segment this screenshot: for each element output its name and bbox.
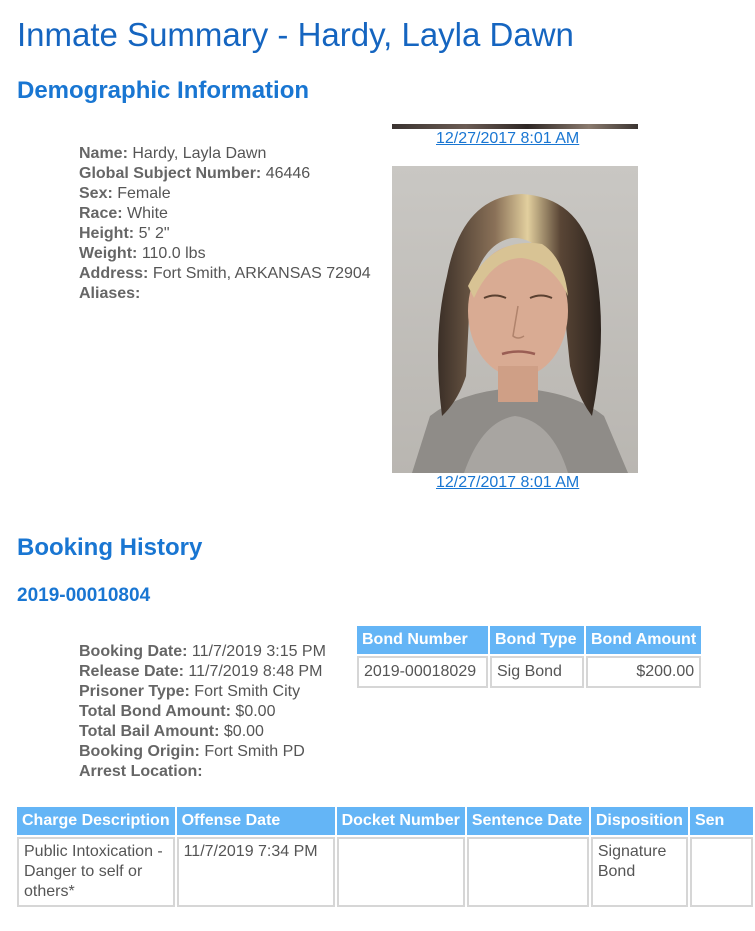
total-bail-amount-row bbox=[79, 722, 326, 742]
column-header: Sen bbox=[690, 807, 753, 835]
field-value: 5' 2" bbox=[138, 225, 170, 242]
charge-description-cell: Public Intoxication - Danger to self or others* bbox=[17, 837, 175, 907]
field-value: 110.0 lbs bbox=[141, 245, 206, 262]
demographic-info bbox=[79, 144, 371, 304]
booking-info bbox=[79, 642, 326, 782]
offense-date-cell: 11/7/2019 7:34 PM bbox=[177, 837, 335, 907]
address-row bbox=[79, 264, 371, 284]
release-date-row bbox=[79, 662, 326, 682]
field-label: Arrest Location: bbox=[79, 763, 203, 780]
field-value: $0.00 bbox=[223, 723, 264, 740]
booking-date-row bbox=[79, 642, 326, 662]
field-value: Female bbox=[117, 185, 171, 202]
aliases-row bbox=[79, 284, 371, 304]
page-title: Inmate Summary - Hardy, Layla Dawn bbox=[17, 16, 574, 53]
weight-row bbox=[79, 244, 371, 264]
field-value: Fort Smith PD bbox=[204, 743, 305, 760]
field-label: Total Bond Amount: bbox=[79, 703, 231, 720]
field-value: $0.00 bbox=[235, 703, 276, 720]
charge-table-header-row bbox=[17, 807, 753, 835]
field-label: Aliases: bbox=[79, 285, 141, 302]
field-label: Global Subject Number: bbox=[79, 165, 262, 182]
sentence-cell bbox=[690, 837, 753, 907]
bond-amount-cell: $200.00 bbox=[586, 656, 701, 688]
field-label: Release Date: bbox=[79, 663, 184, 680]
demographic-heading: Demographic Information bbox=[17, 77, 310, 104]
prisoner-type-row bbox=[79, 682, 326, 702]
height-row bbox=[79, 224, 371, 244]
column-header: Sentence Date bbox=[467, 807, 589, 835]
column-header: Disposition bbox=[591, 807, 688, 835]
column-header: Bond Amount bbox=[586, 626, 701, 654]
bond-type-cell: Sig Bond bbox=[490, 656, 584, 688]
photo-date-link[interactable]: 12/27/2017 8:01 AM bbox=[436, 474, 580, 491]
field-label: Booking Date: bbox=[79, 643, 188, 660]
mugshot-photo[interactable] bbox=[392, 166, 638, 473]
race-row bbox=[79, 204, 371, 224]
field-value: Fort Smith City bbox=[194, 683, 301, 700]
photo-date-link[interactable]: 12/27/2017 8:01 AM bbox=[436, 130, 580, 147]
table-row bbox=[17, 837, 753, 907]
disposition-cell: Signature Bond bbox=[591, 837, 688, 907]
field-label: Race: bbox=[79, 205, 123, 222]
bond-table-header-row bbox=[357, 626, 701, 654]
arrest-location-row bbox=[79, 762, 326, 782]
field-label: Height: bbox=[79, 225, 135, 242]
sex-row bbox=[79, 184, 371, 204]
global-subject-number-row bbox=[79, 164, 371, 184]
field-label: Prisoner Type: bbox=[79, 683, 190, 700]
field-label: Weight: bbox=[79, 245, 138, 262]
column-header: Bond Type bbox=[490, 626, 584, 654]
booking-history-heading: Booking History bbox=[17, 534, 203, 561]
mugshot-photo-partial[interactable] bbox=[392, 124, 638, 129]
field-value: Hardy, Layla Dawn bbox=[132, 145, 267, 162]
name-row bbox=[79, 144, 371, 164]
charge-table-container[interactable] bbox=[15, 805, 725, 915]
field-label: Total Bail Amount: bbox=[79, 723, 220, 740]
field-label: Address: bbox=[79, 265, 149, 282]
total-bond-amount-row bbox=[79, 702, 326, 722]
field-value: 46446 bbox=[265, 165, 311, 182]
sentence-date-cell bbox=[467, 837, 589, 907]
column-header: Bond Number bbox=[357, 626, 488, 654]
bond-number-cell: 2019-00018029 bbox=[357, 656, 488, 688]
field-label: Name: bbox=[79, 145, 128, 162]
field-value: Fort Smith, ARKANSAS 72904 bbox=[152, 265, 371, 282]
field-value: White bbox=[127, 205, 168, 222]
booking-number: 2019-00010804 bbox=[17, 585, 151, 606]
field-label: Booking Origin: bbox=[79, 743, 200, 760]
field-value: 11/7/2019 8:48 PM bbox=[188, 663, 323, 680]
column-header: Charge Description bbox=[17, 807, 175, 835]
docket-number-cell bbox=[337, 837, 465, 907]
booking-origin-row bbox=[79, 742, 326, 762]
charge-table bbox=[15, 805, 755, 909]
column-header: Docket Number bbox=[337, 807, 465, 835]
bond-table bbox=[355, 624, 703, 690]
column-header: Offense Date bbox=[177, 807, 335, 835]
table-row bbox=[357, 656, 701, 688]
field-value: 11/7/2019 3:15 PM bbox=[191, 643, 326, 660]
field-label: Sex: bbox=[79, 185, 113, 202]
